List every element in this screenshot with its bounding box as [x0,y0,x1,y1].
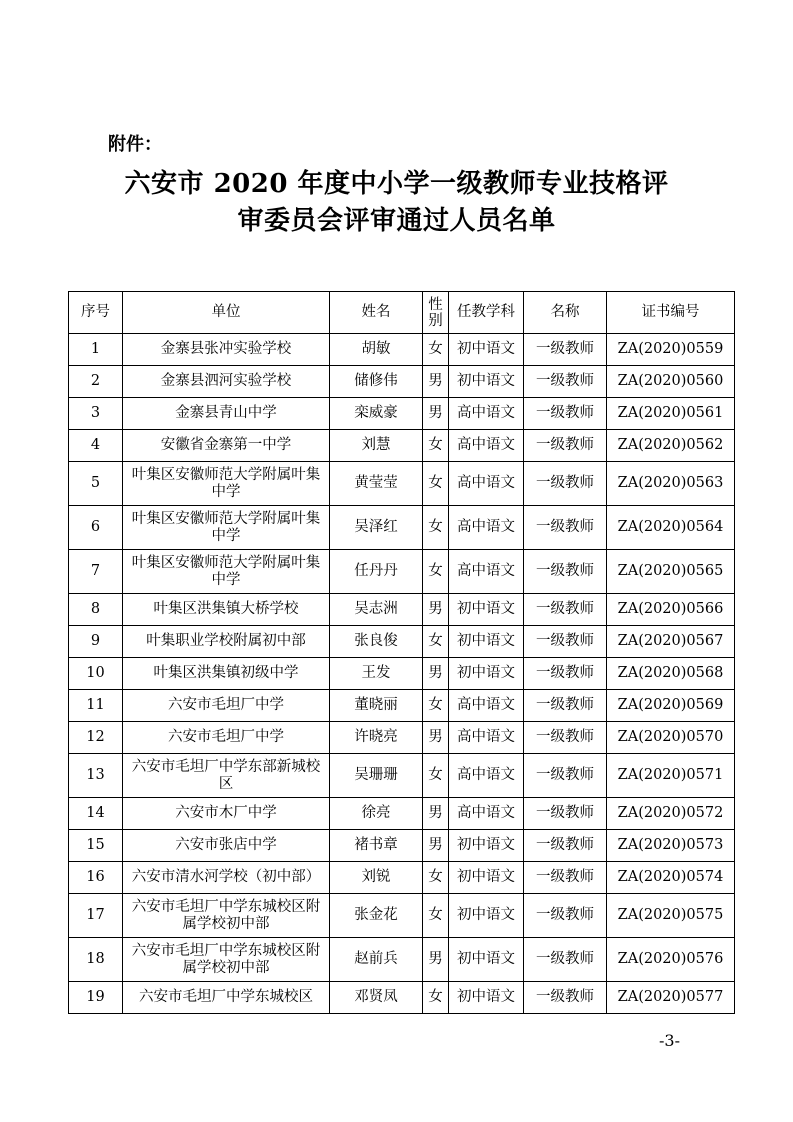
cell-title: 一级教师 [524,550,607,594]
cell-title: 一级教师 [524,334,607,366]
cell-subject: 高中语文 [449,550,524,594]
cell-gender: 女 [423,690,449,722]
cell-cert: ZA(2020)0572 [607,798,735,830]
table-header-row [69,292,735,334]
cell-unit: 叶集区安徽师范大学附属叶集中学 [123,506,330,550]
cell-no: 17 [69,894,123,938]
cell-title: 一级教师 [524,798,607,830]
cell-title: 一级教师 [524,894,607,938]
header-title: 名称 [524,292,607,334]
table-row [69,830,735,862]
cell-unit: 六安市张店中学 [123,830,330,862]
cell-name: 张良俊 [330,626,423,658]
cell-cert: ZA(2020)0573 [607,830,735,862]
cell-no: 19 [69,982,123,1014]
cell-cert: ZA(2020)0562 [607,430,735,462]
table-row [69,862,735,894]
cell-title: 一级教师 [524,658,607,690]
cell-subject: 高中语文 [449,690,524,722]
cell-gender: 女 [423,626,449,658]
cell-no: 14 [69,798,123,830]
cell-cert: ZA(2020)0561 [607,398,735,430]
table-row [69,754,735,798]
cell-title: 一级教师 [524,690,607,722]
cell-title: 一级教师 [524,754,607,798]
cell-unit: 叶集区洪集镇初级中学 [123,658,330,690]
cell-subject: 初中语文 [449,594,524,626]
cell-no: 5 [69,462,123,506]
cell-no: 4 [69,430,123,462]
cell-gender: 女 [423,982,449,1014]
cell-name: 刘锐 [330,862,423,894]
cell-subject: 初中语文 [449,658,524,690]
teacher-list-table [68,291,735,1014]
cell-name: 赵前兵 [330,938,423,982]
document-title-line-1: 六安市 2020 年度中小学一级教师专业技格评 [124,169,669,199]
cell-no: 8 [69,594,123,626]
cell-unit: 叶集职业学校附属初中部 [123,626,330,658]
cell-title: 一级教师 [524,722,607,754]
cell-no: 13 [69,754,123,798]
cell-no: 2 [69,366,123,398]
table-row [69,626,735,658]
cell-title: 一级教师 [524,982,607,1014]
cell-name: 储修伟 [330,366,423,398]
cell-name: 褚书章 [330,830,423,862]
cell-gender: 女 [423,894,449,938]
cell-no: 7 [69,550,123,594]
cell-subject: 高中语文 [449,430,524,462]
cell-subject: 高中语文 [449,398,524,430]
cell-gender: 男 [423,366,449,398]
cell-no: 15 [69,830,123,862]
cell-gender: 女 [423,550,449,594]
cell-title: 一级教师 [524,430,607,462]
cell-title: 一级教师 [524,938,607,982]
cell-unit: 六安市木厂中学 [123,798,330,830]
cell-title: 一级教师 [524,506,607,550]
cell-subject: 高中语文 [449,798,524,830]
cell-unit: 金寨县泗河实验学校 [123,366,330,398]
header-gender [423,292,449,334]
cell-gender: 男 [423,830,449,862]
cell-subject: 高中语文 [449,462,524,506]
cell-unit: 六安市毛坦厂中学东城校区 [123,982,330,1014]
table-row [69,550,735,594]
header-name: 姓名 [330,292,423,334]
cell-subject: 高中语文 [449,754,524,798]
cell-title: 一级教师 [524,830,607,862]
cell-gender: 男 [423,398,449,430]
table-row [69,366,735,398]
header-gender-bottom: 别 [428,312,443,329]
cell-no: 9 [69,626,123,658]
cell-gender: 女 [423,862,449,894]
cell-no: 12 [69,722,123,754]
cell-unit: 金寨县张冲实验学校 [123,334,330,366]
cell-cert: ZA(2020)0575 [607,894,735,938]
cell-gender: 女 [423,506,449,550]
cell-cert: ZA(2020)0574 [607,862,735,894]
cell-cert: ZA(2020)0566 [607,594,735,626]
cell-name: 许晓亮 [330,722,423,754]
cell-name: 邓贤凤 [330,982,423,1014]
cell-name: 栾威豪 [330,398,423,430]
cell-title: 一级教师 [524,594,607,626]
cell-subject: 初中语文 [449,862,524,894]
cell-subject: 初中语文 [449,894,524,938]
header-gender-top: 性 [428,296,443,313]
cell-cert: ZA(2020)0564 [607,506,735,550]
cell-cert: ZA(2020)0576 [607,938,735,982]
cell-name: 黄莹莹 [330,462,423,506]
cell-gender: 女 [423,334,449,366]
cell-unit: 六安市毛坦厂中学 [123,690,330,722]
cell-gender: 女 [423,754,449,798]
cell-title: 一级教师 [524,626,607,658]
cell-cert: ZA(2020)0565 [607,550,735,594]
cell-unit: 六安市毛坦厂中学 [123,722,330,754]
cell-subject: 初中语文 [449,626,524,658]
cell-unit: 六安市毛坦厂中学东城校区附属学校初中部 [123,894,330,938]
cell-unit: 金寨县青山中学 [123,398,330,430]
table-row [69,798,735,830]
cell-unit: 叶集区安徽师范大学附属叶集中学 [123,550,330,594]
cell-title: 一级教师 [524,366,607,398]
document-title-line-2: 审委员会评审通过人员名单 [237,206,556,236]
cell-unit: 六安市毛坦厂中学东部新城校区 [123,754,330,798]
table-row [69,658,735,690]
cell-unit: 六安市清水河学校（初中部） [123,862,330,894]
table-row [69,690,735,722]
cell-unit: 叶集区洪集镇大桥学校 [123,594,330,626]
cell-name: 张金花 [330,894,423,938]
cell-cert: ZA(2020)0560 [607,366,735,398]
cell-title: 一级教师 [524,862,607,894]
table-row [69,506,735,550]
table-row [69,938,735,982]
cell-name: 董晓丽 [330,690,423,722]
cell-gender: 女 [423,430,449,462]
cell-gender: 男 [423,798,449,830]
cell-unit: 六安市毛坦厂中学东城校区附属学校初中部 [123,938,330,982]
cell-gender: 男 [423,594,449,626]
cell-no: 11 [69,690,123,722]
cell-subject: 初中语文 [449,982,524,1014]
cell-gender: 男 [423,658,449,690]
cell-cert: ZA(2020)0567 [607,626,735,658]
cell-gender: 男 [423,722,449,754]
table-row [69,334,735,366]
header-cert: 证书编号 [607,292,735,334]
table-row [69,722,735,754]
cell-name: 任丹丹 [330,550,423,594]
cell-cert: ZA(2020)0569 [607,690,735,722]
cell-cert: ZA(2020)0571 [607,754,735,798]
cell-cert: ZA(2020)0568 [607,658,735,690]
cell-name: 胡敏 [330,334,423,366]
cell-name: 吴志洲 [330,594,423,626]
cell-unit: 安徽省金寨第一中学 [123,430,330,462]
table-row [69,594,735,626]
table-row [69,462,735,506]
table-row [69,430,735,462]
cell-name: 吴珊珊 [330,754,423,798]
cell-name: 徐亮 [330,798,423,830]
cell-gender: 男 [423,938,449,982]
cell-cert: ZA(2020)0563 [607,462,735,506]
cell-name: 吴泽红 [330,506,423,550]
attachment-label: 附件： [108,134,162,155]
cell-cert: ZA(2020)0570 [607,722,735,754]
header-no: 序号 [69,292,123,334]
cell-name: 王发 [330,658,423,690]
cell-subject: 初中语文 [449,366,524,398]
cell-no: 16 [69,862,123,894]
cell-unit: 叶集区安徽师范大学附属叶集中学 [123,462,330,506]
cell-title: 一级教师 [524,462,607,506]
header-subject: 任教学科 [449,292,524,334]
page-number: -3- [659,1031,680,1050]
table-row [69,982,735,1014]
cell-subject: 初中语文 [449,334,524,366]
cell-subject: 高中语文 [449,506,524,550]
cell-no: 3 [69,398,123,430]
cell-no: 18 [69,938,123,982]
cell-no: 6 [69,506,123,550]
cell-subject: 初中语文 [449,830,524,862]
cell-name: 刘慧 [330,430,423,462]
cell-subject: 高中语文 [449,722,524,754]
cell-cert: ZA(2020)0559 [607,334,735,366]
cell-title: 一级教师 [524,398,607,430]
cell-gender: 女 [423,462,449,506]
cell-subject: 初中语文 [449,938,524,982]
cell-cert: ZA(2020)0577 [607,982,735,1014]
table-row [69,398,735,430]
cell-no: 1 [69,334,123,366]
cell-no: 10 [69,658,123,690]
table-row [69,894,735,938]
header-unit: 单位 [123,292,330,334]
